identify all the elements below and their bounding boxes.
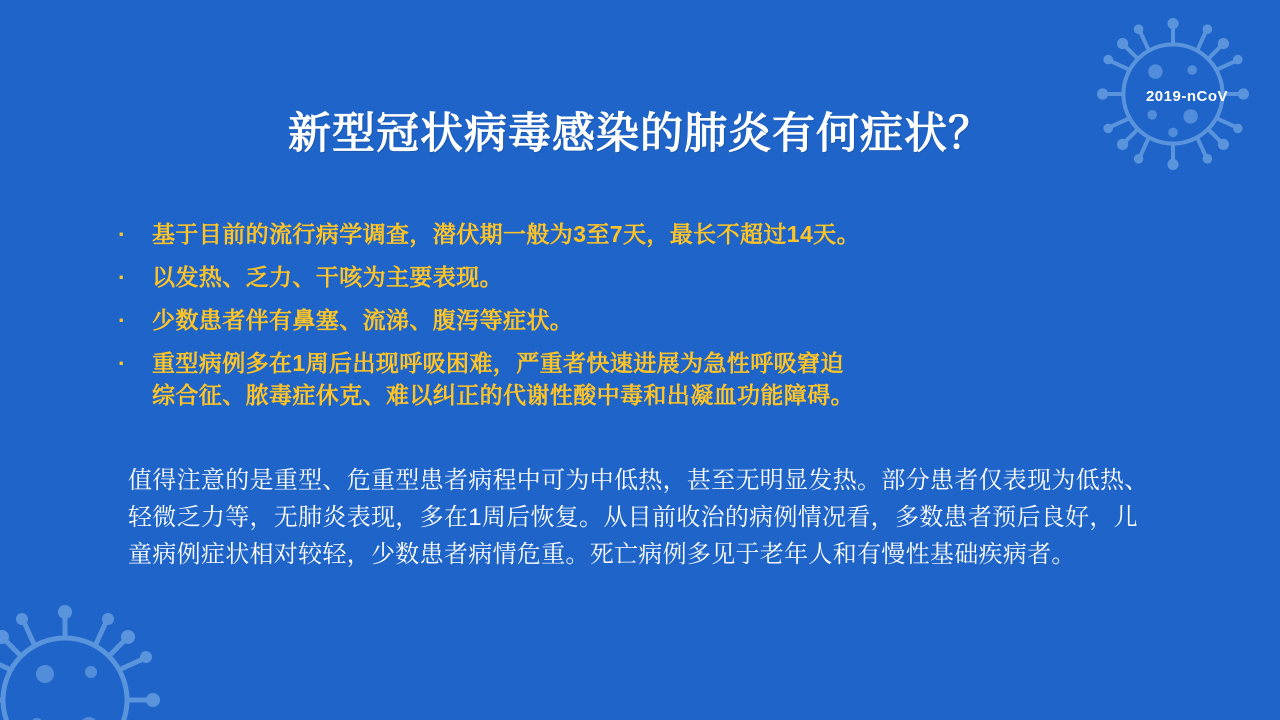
list-item bbox=[118, 347, 1178, 411]
bullet-point-icon: · bbox=[118, 350, 126, 376]
bullet-point-icon: · bbox=[118, 307, 126, 333]
list-item-line-2: 综合征、脓毒症休克、难以纠正的代谢性酸中毒和出凝血功能障碍。 bbox=[152, 382, 854, 408]
list-item-label: 少数患者伴有鼻塞、流涕、腹泻等症状。 bbox=[152, 307, 574, 333]
list-item-line-1: 重型病例多在1周后出现呼吸困难，严重者快速进展为急性呼吸窘迫 bbox=[152, 350, 844, 376]
list-item-label: 基于目前的流行病学调查，潜伏期一般为3至7天，最长不超过14天。 bbox=[152, 221, 860, 247]
list-item bbox=[118, 304, 1178, 336]
bullet-point-icon: · bbox=[118, 221, 126, 247]
list-item bbox=[118, 261, 1178, 293]
symptom-bullet-list bbox=[118, 218, 1178, 422]
page-title: 新型冠状病毒感染的肺炎有何症状？ bbox=[288, 110, 992, 158]
list-item-label-multiline bbox=[152, 347, 854, 411]
bullet-point-icon: · bbox=[118, 264, 126, 290]
list-item bbox=[118, 218, 1178, 250]
virus-illustration-bottom bbox=[0, 600, 170, 720]
list-item-label: 以发热、乏力、干咳为主要表现。 bbox=[152, 264, 503, 290]
note-paragraph-text: 值得注意的是重型、危重型患者病程中可为中低热，甚至无明显发热。部分患者仅表现为低热、轻微乏力等，无肺炎表现，多在1周后恢复。从目前收治的病例情况看，多数患者预后良好，儿童病例症状相对较轻，少数患者病情危重。死亡病例多见于老年人和有慢性基础疾病者。 bbox=[128, 467, 1149, 568]
virus-label: 2019-nCoV bbox=[1145, 88, 1228, 105]
note-paragraph bbox=[128, 462, 1158, 573]
